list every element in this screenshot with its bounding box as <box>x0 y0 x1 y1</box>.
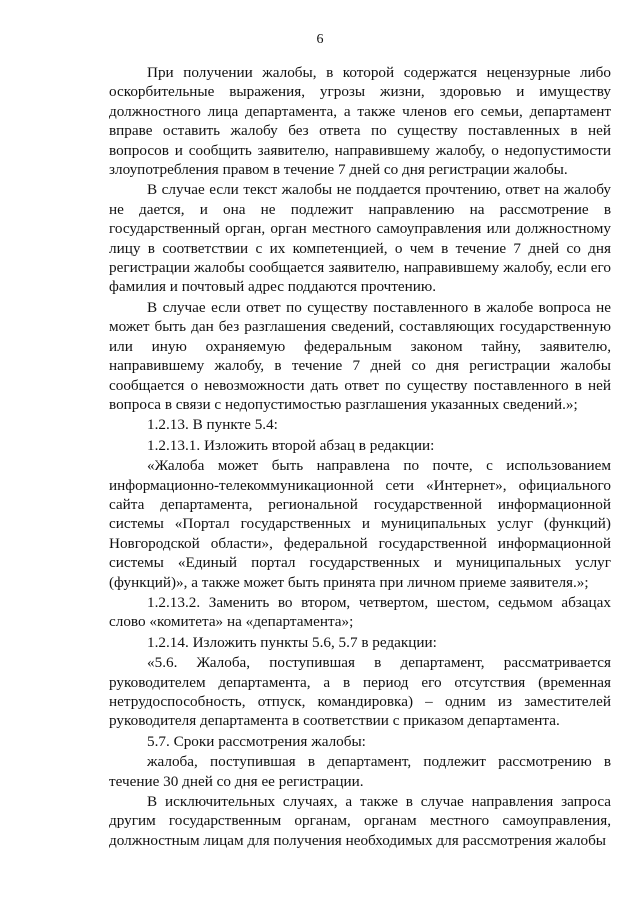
paragraph-review-term: жалоба, поступившая в департамент, подлежит рассмотрению в течение 30 дней со дня ее регистрации. <box>109 753 611 790</box>
paragraph-5-7: 5.7. Сроки рассмотрения жалобы: <box>147 732 366 750</box>
paragraph-complaint-channels: «Жалоба может быть направлена по почте, с использованием информационно-телекоммуникационной сети «Интернет», официального сайта департамента, региональной государственной информационной системы «Портал государственных и муниципальных услуг (функций) Новгородской области», федеральной государственной информационной системы «Единый портал государственных и муниципальных услуг (функций)», а также может быть принята при личном приеме заявителя.»; <box>109 457 611 591</box>
page-number: 6 <box>316 32 324 47</box>
paragraph-1-2-13-1: 1.2.13.1. Изложить второй абзац в редакции: <box>147 436 435 454</box>
paragraph-1-2-13-2: 1.2.13.2. Заменить во втором, четвертом, шестом, седьмом абзацах слово «комитета» на «департамента»; <box>109 593 611 631</box>
paragraph-abusive-complaint: При получении жалобы, в которой содержатся нецензурные либо оскорбительные выражения, угрозы жизни, здоровью и имуществу должностного лица департамента, а также членов его семьи, департамент вправе оставить жалобу без ответа по существу поставленных в ней вопросов и сообщить заявителю, направившему жалобу, о недопустимости злоупотребления правом в течение 7 дней со дня регистрации жалобы. <box>109 64 611 179</box>
paragraph-exceptional-cases: В исключительных случаях, а также в случае направления запроса другим государственным органам, органам местного самоуправления, должностным лицам для получения необходимых для рассмотрения жалобы <box>109 793 611 849</box>
paragraph-5-6: «5.6. Жалоба, поступившая в департамент, рассматривается руководителем департамента, а в период его отсутствия (временная нетрудоспособность, отпуск, командировка) – одним из заместителей руководителя департамента в соответствии с приказом департамента. <box>109 654 611 730</box>
paragraph-secret-information: В случае если ответ по существу поставленного в жалобе вопроса не может быть дан без разглашения сведений, составляющих государственную или иную охраняемую федеральным законом тайну, заявителю, направившему жалобу, в течение 7 дней со дня регистрации жалобы сообщается о невозможности дать ответ по существу поставленного в ней вопроса в связи с недопустимостью разглашения указанных сведений.»; <box>109 298 611 413</box>
paragraph-unreadable-complaint: В случае если текст жалобы не поддается прочтению, ответ на жалобу не дается, и она не подлежит направлению на рассмотрение в государственный орган, орган местного самоуправления или должностному лицу в соответствии с их компетенцией, о чем в течение 7 дней со дня регистрации жалобы сообщается заявителю, направившему жалобу, если его фамилия и почтовый адрес поддаются прочтению. <box>109 181 611 296</box>
paragraph-1-2-13: 1.2.13. В пункте 5.4: <box>147 416 278 434</box>
paragraph-1-2-14: 1.2.14. Изложить пункты 5.6, 5.7 в редакции: <box>147 633 437 651</box>
document-body <box>109 63 611 850</box>
